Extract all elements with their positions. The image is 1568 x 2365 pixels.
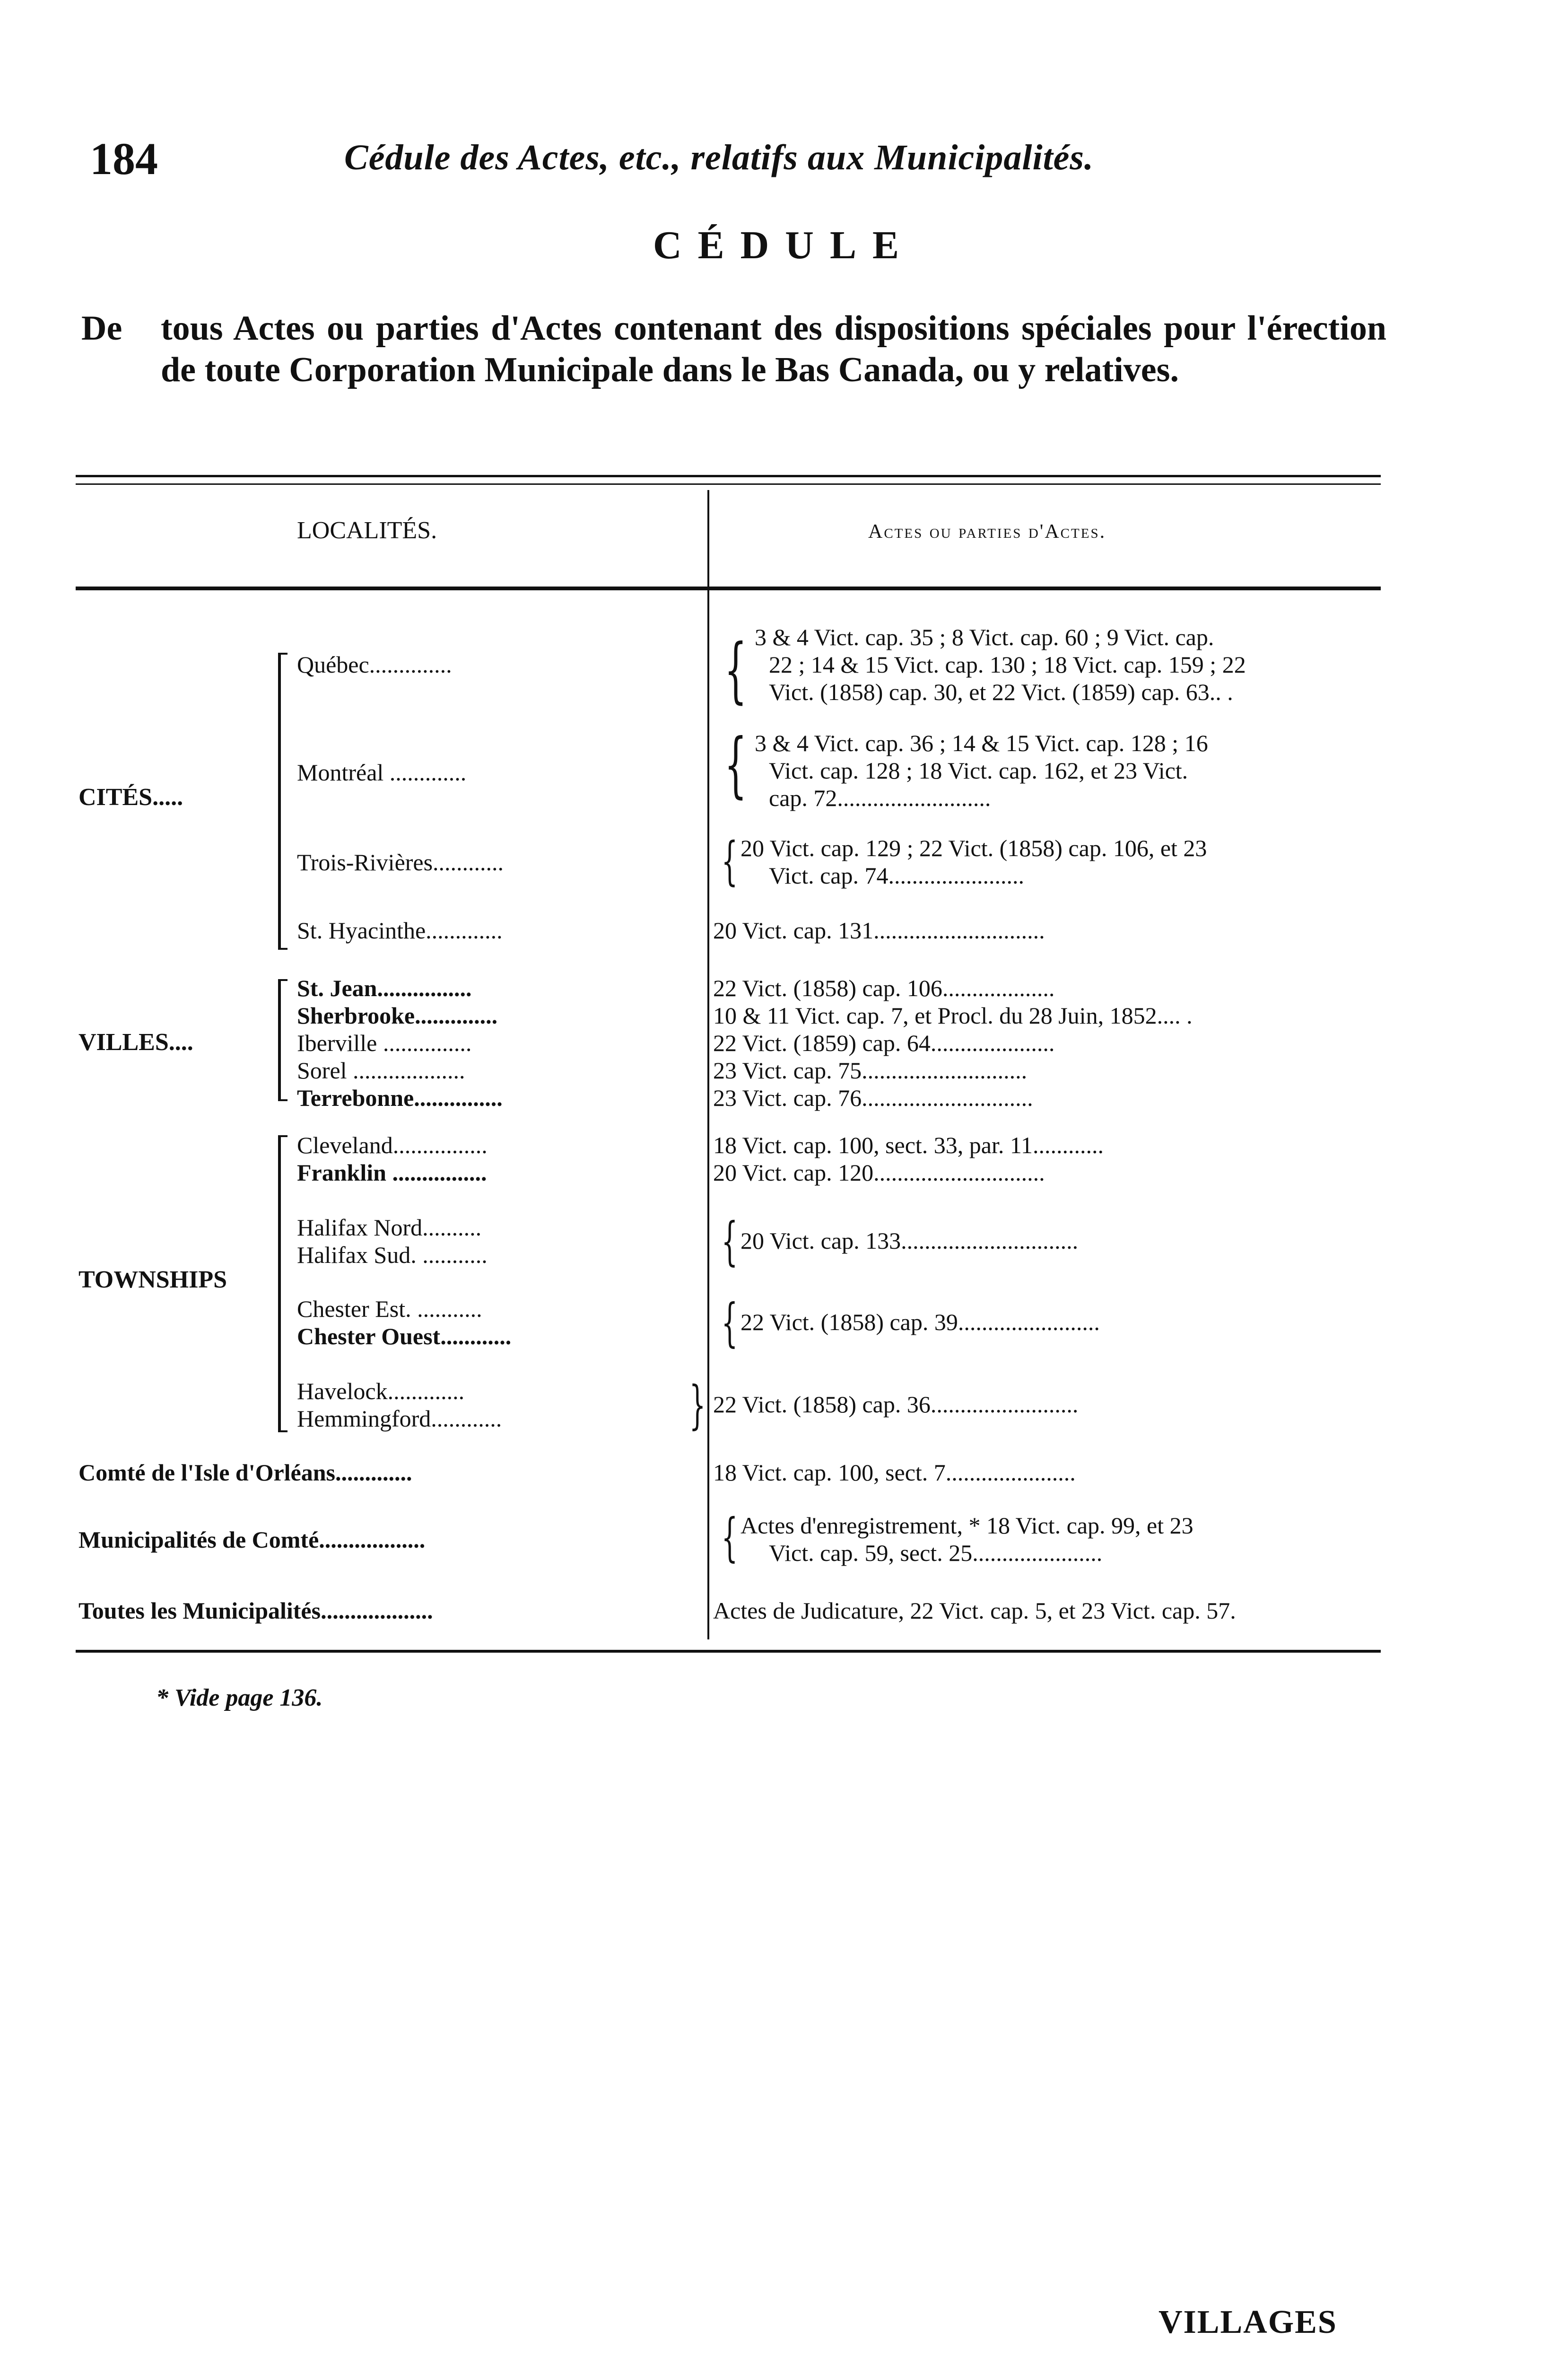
act-trois-rivieres-2: Vict. cap. 74....................... — [769, 862, 1024, 889]
municipalites-brace: { — [721, 1507, 738, 1568]
loc-iberville: Iberville ............... — [297, 1030, 472, 1056]
footnote: * Vide page 136. — [156, 1684, 323, 1711]
act-cleveland: 18 Vict. cap. 100, sect. 33, par. 11............ — [713, 1132, 1104, 1158]
loc-montreal: Montréal ............. — [297, 759, 467, 786]
loc-chester-est: Chester Est. ........... — [297, 1296, 482, 1322]
loc-franklin: Franklin ................ — [297, 1159, 487, 1186]
act-st-hyacinthe: 20 Vict. cap. 131............................. — [713, 917, 1045, 944]
trois-rivieres-brace: { — [721, 831, 738, 891]
act-toutes-municipalites: Actes de Judicature, 22 Vict. cap. 5, et 23 Vict. cap. 57. — [713, 1597, 1236, 1624]
chester-brace: { — [721, 1292, 738, 1353]
act-orleans: 18 Vict. cap. 100, sect. 7...................... — [713, 1459, 1076, 1486]
act-havelock: 22 Vict. (1858) cap. 36......................... — [713, 1391, 1079, 1418]
cites-brace — [278, 653, 287, 950]
intro-text: tous Actes ou parties d'Actes contenant des dispositions spéciales pour l'érection de toute Corporation Municipale dans le Bas Canada, ou y relatives. — [161, 309, 1386, 389]
act-quebec-2: 22 ; 14 & 15 Vict. cap. 130 ; 18 Vict. cap. 159 ; 22 — [769, 651, 1246, 678]
act-sorel: 23 Vict. cap. 75............................ — [713, 1057, 1028, 1084]
running-title: Cédule des Actes, etc., relatifs aux Municipalités. — [344, 138, 1094, 177]
loc-halifax-sud: Halifax Sud. ........... — [297, 1242, 488, 1268]
table-top-rule — [76, 475, 1381, 477]
column-header-localites: LOCALITÉS. — [297, 517, 437, 544]
montreal-brace: { — [724, 724, 747, 806]
act-st-jean: 22 Vict. (1858) cap. 106................... — [713, 975, 1055, 1001]
table-bottom-rule — [76, 1650, 1381, 1653]
act-montreal-3: cap. 72.......................... — [769, 785, 991, 811]
loc-cleveland: Cleveland................ — [297, 1132, 488, 1158]
loc-halifax-nord: Halifax Nord.......... — [297, 1214, 482, 1241]
act-montreal-1: 3 & 4 Vict. cap. 36 ; 14 & 15 Vict. cap. 128 ; 16 — [755, 730, 1208, 756]
intro-lead: De — [81, 309, 122, 348]
column-divider — [707, 490, 709, 1639]
catchword: VILLAGES — [1159, 2304, 1337, 2340]
havelock-brace: } — [689, 1375, 706, 1435]
loc-sorel: Sorel ................... — [297, 1057, 465, 1084]
group-label-villes: VILLES.... — [78, 1029, 193, 1056]
act-trois-rivieres-1: 20 Vict. cap. 129 ; 22 Vict. (1858) cap. 106, et 23 — [740, 835, 1207, 861]
act-municipalites-comte-2: Vict. cap. 59, sect. 25...................... — [769, 1540, 1103, 1566]
intro-paragraph — [81, 307, 1386, 391]
quebec-brace: { — [724, 629, 747, 711]
act-montreal-2: Vict. cap. 128 ; 18 Vict. cap. 162, et 23 Vict. — [769, 757, 1188, 784]
table-top-rule-2 — [76, 483, 1381, 485]
act-quebec-1: 3 & 4 Vict. cap. 35 ; 8 Vict. cap. 60 ; 9 Vict. cap. — [755, 624, 1214, 650]
loc-sherbrooke: Sherbrooke.............. — [297, 1002, 498, 1029]
act-quebec-3: Vict. (1858) cap. 30, et 22 Vict. (1859) cap. 63.. . — [769, 679, 1233, 705]
loc-st-hyacinthe: St. Hyacinthe............. — [297, 917, 503, 944]
column-header-actes: Actes ou parties d'Actes. — [868, 521, 1106, 543]
act-iberville: 22 Vict. (1859) cap. 64..................... — [713, 1030, 1055, 1056]
act-halifax: 20 Vict. cap. 133.............................. — [740, 1227, 1079, 1254]
act-chester: 22 Vict. (1858) cap. 39........................ — [740, 1309, 1100, 1335]
loc-terrebonne: Terrebonne............... — [297, 1085, 503, 1111]
villes-brace — [278, 979, 287, 1101]
loc-chester-ouest: Chester Ouest............ — [297, 1323, 512, 1349]
group-label-townships: TOWNSHIPS — [78, 1266, 227, 1293]
loc-havelock: Havelock............. — [297, 1378, 465, 1404]
act-sherbrooke: 10 & 11 Vict. cap. 7, et Procl. du 28 Juin, 1852.... . — [713, 1002, 1193, 1029]
group-label-cites: CITÉS..... — [78, 784, 183, 811]
loc-municipalites-comte: Municipalités de Comté.................. — [78, 1526, 426, 1553]
act-municipalites-comte-1: Actes d'enregistrement, * 18 Vict. cap. 99, et 23 — [740, 1512, 1193, 1539]
townships-brace — [278, 1135, 287, 1432]
page-number: 184 — [90, 133, 158, 184]
header-bottom-rule — [76, 587, 1381, 590]
act-terrebonne: 23 Vict. cap. 76............................. — [713, 1085, 1033, 1111]
halifax-brace: { — [721, 1211, 738, 1271]
loc-hemmingford: Hemmingford............ — [297, 1405, 502, 1432]
loc-st-jean: St. Jean................ — [297, 975, 472, 1001]
loc-trois-rivieres: Trois-Rivières............ — [297, 849, 504, 876]
page-title: CÉDULE — [653, 223, 915, 267]
act-franklin: 20 Vict. cap. 120............................. — [713, 1159, 1045, 1186]
loc-toutes-municipalites: Toutes les Municipalités................... — [78, 1597, 433, 1624]
loc-quebec: Québec.............. — [297, 651, 452, 678]
loc-orleans: Comté de l'Isle d'Orléans............. — [78, 1459, 412, 1486]
